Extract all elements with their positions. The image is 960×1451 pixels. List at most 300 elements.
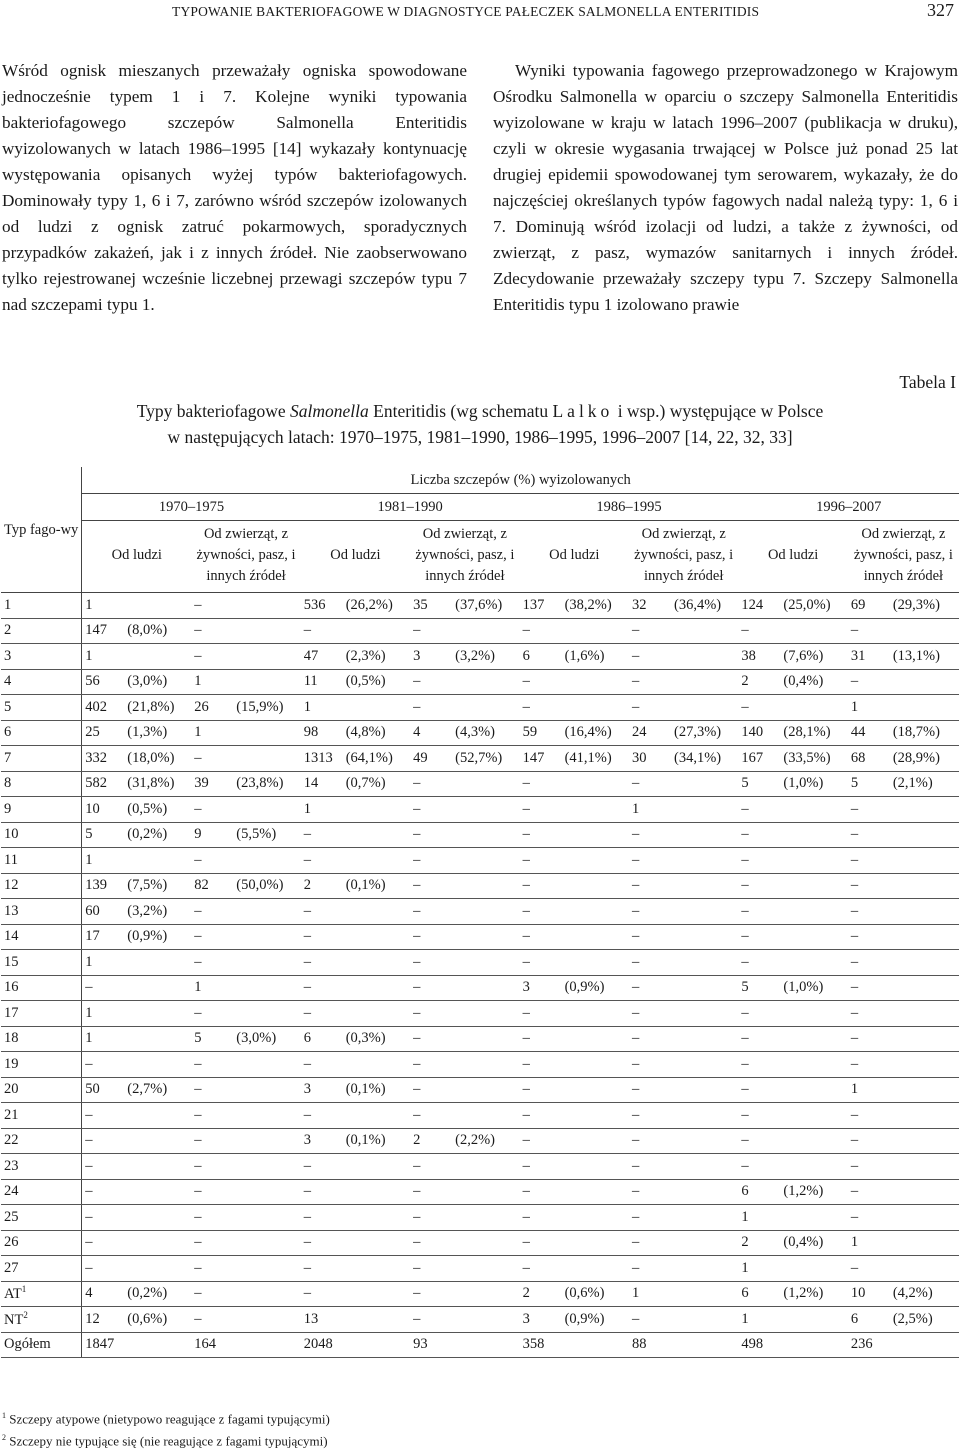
cell-count: – [194,1157,202,1174]
header-row-sources [1,521,959,593]
row-type-label [1,771,82,797]
row-type-footnote-mark: 1 [21,1284,27,1295]
period-header: 1970–1975 [82,494,301,521]
cell-count: – [850,673,859,690]
table-cell [738,797,847,823]
table-cell [848,848,959,874]
cell-count: 5 [741,979,749,996]
table-cell [82,1026,192,1052]
cell-percent: (0,1%) [345,877,386,894]
table-cell [520,720,629,746]
cell-count: – [522,902,530,919]
cell-count: – [303,1004,311,1021]
table-cell [191,1128,300,1154]
cell-count: 582 [85,775,108,792]
caption-italic: Salmonella [290,401,369,421]
table-cell [191,720,300,746]
cell-count: – [850,1106,859,1123]
table-cell [82,924,192,950]
table-cell [301,1332,410,1358]
cell-count: – [194,902,202,919]
table-row [1,975,959,1001]
table-cell [738,1281,847,1307]
table-cell [520,669,629,695]
cell-count: – [631,775,640,792]
table-cell [520,1307,629,1333]
cell-percent: (5,5%) [236,826,277,843]
cell-percent: (37,6%) [455,596,503,613]
cell-count: 10 [85,800,100,817]
table-cell [82,1307,192,1333]
cell-percent: (52,7%) [455,749,503,766]
cell-count: – [741,826,749,843]
cell-count: – [303,902,311,919]
cell-count: – [413,979,421,996]
cell-count: – [85,1055,93,1072]
table-row [1,797,959,823]
table-cell [301,1179,410,1205]
cell-count: 26 [194,698,209,715]
cell-count: – [741,1004,749,1021]
row-type-label [1,975,82,1001]
table-cell [848,771,959,797]
table-cell [301,1052,410,1078]
table-cell [82,975,192,1001]
cell-percent: (0,6%) [127,1310,168,1327]
table-cell [191,593,300,619]
cell-count: 59 [522,724,538,741]
table-cell [410,1052,519,1078]
table-row [1,1001,959,1027]
cell-count: 39 [194,775,209,792]
row-type-label [1,1077,82,1103]
table-cell [301,1154,410,1180]
table-cell [629,975,738,1001]
cell-percent: (21,8%) [127,698,175,715]
cell-count: – [413,1106,421,1123]
cell-count: 236 [850,1336,873,1353]
table-cell [82,873,192,899]
cell-count: – [85,1106,93,1123]
cell-count: 47 [303,647,319,664]
table-cell [629,593,738,619]
table-cell [629,1026,738,1052]
cell-count: 6 [850,1310,859,1327]
table-cell [848,1230,959,1256]
cell-count: 1 [741,1310,749,1327]
table-cell [191,1179,300,1205]
table-cell [301,1103,410,1129]
table-cell [629,822,738,848]
cell-count: 88 [631,1336,647,1353]
table-cell [629,1052,738,1078]
row-type: Ogółem [4,1336,51,1353]
cell-count: 1 [85,1004,93,1021]
cell-percent: (1,6%) [564,647,605,664]
cell-count: – [631,826,640,843]
cell-count: – [741,622,749,639]
cell-count: – [631,1106,640,1123]
row-type: 12 [4,877,19,894]
cell-count: 1 [194,724,202,741]
cell-count: – [85,1132,93,1149]
cell-count: – [631,1055,640,1072]
row-type: 15 [4,953,19,970]
cell-count: – [522,1106,530,1123]
row-type: 6 [4,724,12,741]
table-cell [410,771,519,797]
cell-count: – [631,1081,640,1098]
table-cell [738,1154,847,1180]
cell-count: – [413,673,421,690]
table-cell [520,873,629,899]
cell-count: – [522,1183,530,1200]
cell-count: 11 [303,673,318,690]
cell-percent: (0,6%) [564,1285,605,1302]
right-column-text: Wyniki typowania fagowego przeprowadzonego w Krajowym Ośrodku Salmonella w oparciu o szczepy Salmonella Enteritidis wyizolowane w kraju w latach 1996–2007 (publikacja w druku), czyli w okresie wygasania trwającej w Polsce już ponad 25 lat drugiej epidemii spowodowanej tym serowarem, wykazały, że do najczęściej określanych typów fagowych nadal należą typy: 1, 6 i 7. Dominują wśród izolacji od ludzi, a także z żywności, od zwierząt, z pasz, wymazów sanitarnych i innych źródeł. Zdecydowanie przeważały szczepy typu 7. Szczepy Salmonella Enteritidis typu 1 izolowano prawie [493,61,958,314]
cell-count: – [631,1208,640,1225]
table-cell [629,669,738,695]
cell-percent: (1,0%) [783,979,824,996]
table-cell [738,1103,847,1129]
caption-part: Enteritidis (wg schematu [368,401,553,421]
table-cell [82,1179,192,1205]
table-cell [301,1256,410,1282]
sub-header-people: Od ludzi [82,521,192,593]
sub-header-people: Od ludzi [520,521,629,593]
cell-count: – [522,1004,530,1021]
cell-count: 2 [303,877,311,894]
cell-count: 5 [85,826,93,843]
cell-count: – [631,1234,640,1251]
table-row [1,1103,959,1129]
table-cell [738,873,847,899]
table-cell [410,746,519,772]
table-cell [520,1052,629,1078]
table-cell [520,746,629,772]
table-cell [520,848,629,874]
cell-count: – [522,826,530,843]
cell-count: – [522,953,530,970]
table-cell [738,1205,847,1231]
cell-percent: (1,0%) [783,775,824,792]
row-type: 5 [4,698,12,715]
footnote-1 [2,1406,330,1428]
cell-count: 1 [85,647,93,664]
table-cell [520,1230,629,1256]
caption-part: Typy bakteriofagowe [136,401,291,421]
cell-count: 1 [741,1208,749,1225]
cell-percent: (13,1%) [892,647,940,664]
table-cell [82,746,192,772]
table-cell [191,1154,300,1180]
cell-count: 2 [741,673,749,690]
cell-count: – [303,1157,311,1174]
table-cell [191,950,300,976]
table-row [1,771,959,797]
table-cell [410,1230,519,1256]
table-cell [301,746,410,772]
cell-count: – [522,622,530,639]
row-type-label [1,950,82,976]
cell-count: 1 [194,979,202,996]
row-type-label [1,1103,82,1129]
cell-count: – [413,1234,421,1251]
cell-percent: (0,5%) [127,800,168,817]
row-type: 23 [4,1157,19,1174]
cell-count: – [303,826,311,843]
row-type-label [1,1128,82,1154]
table-cell [410,1103,519,1129]
table-row [1,873,959,899]
cell-count: – [194,953,202,970]
table-cell [738,1256,847,1282]
row-type: 14 [4,928,19,945]
phage-type-table [1,467,959,1358]
cell-percent: (2,5%) [892,1310,933,1327]
table-cell [629,873,738,899]
table-cell [738,1307,847,1333]
table-cell [629,1332,738,1358]
table-cell [82,899,192,925]
table-cell [301,644,410,670]
table-cell [848,1026,959,1052]
table-cell [301,720,410,746]
table-cell [629,1001,738,1027]
table-cell [301,1128,410,1154]
table-cell [629,771,738,797]
cell-count: 1 [850,1234,859,1251]
table-cell [520,797,629,823]
table-cell [410,669,519,695]
table-cell [191,848,300,874]
cell-count: 2048 [303,1336,333,1353]
cell-count: 10 [850,1285,866,1302]
cell-percent: (0,1%) [345,1132,386,1149]
table-cell [410,848,519,874]
period-header: 1986–1995 [520,494,739,521]
row-type-label [1,848,82,874]
table-cell [410,1154,519,1180]
row-type-label [1,695,82,721]
cell-count: 140 [741,724,764,741]
table-row [1,899,959,925]
table-row [1,1179,959,1205]
table-row [1,644,959,670]
row-type: 19 [4,1055,19,1072]
cell-count: – [850,851,859,868]
table-cell [410,593,519,619]
cell-percent: (0,9%) [564,979,605,996]
cell-count: – [194,1310,202,1327]
table-cell [520,1332,629,1358]
table-cell [848,1256,959,1282]
table-cell [848,899,959,925]
cell-count: 498 [741,1336,764,1353]
cell-percent: (3,0%) [236,1030,277,1047]
right-column [493,58,958,318]
row-type-label [1,746,82,772]
table-cell [520,618,629,644]
cell-count: – [631,622,640,639]
cell-percent: (7,5%) [127,877,168,894]
cell-count: 6 [303,1030,311,1047]
table-cell [410,1001,519,1027]
table-cell [738,1332,847,1358]
cell-count: 1 [631,800,640,817]
table-cell [848,1205,959,1231]
cell-count: 1 [194,673,202,690]
cell-percent: (2,7%) [127,1081,168,1098]
running-title: TYPOWANIE BAKTERIOFAGOWE W DIAGNOSTYCE PAŁECZEK SALMONELLA ENTERITIDIS [172,4,760,19]
cell-count: – [741,1106,749,1123]
table-cell [191,618,300,644]
table-cell [191,1052,300,1078]
table-row [1,924,959,950]
cell-count: 137 [522,596,545,613]
table-cell [82,1001,192,1027]
table-cell [629,746,738,772]
cell-percent: (0,9%) [127,928,168,945]
row-type: 27 [4,1259,19,1276]
table-cell [520,1281,629,1307]
cell-count: – [850,826,859,843]
cell-count: 3 [303,1081,311,1098]
cell-count: – [413,1208,421,1225]
cell-percent: (34,1%) [673,749,722,766]
table-cell [410,1128,519,1154]
footnote-text: Szczepy nie typujące się (nie reagujące z fagami typującymi) [9,1433,328,1449]
table-cell [848,924,959,950]
row-type: 26 [4,1234,19,1251]
cell-count: – [303,1055,311,1072]
row-type-label [1,924,82,950]
table-cell [82,669,192,695]
caption-part: i wsp.) występujące w Polsce [613,401,824,421]
cell-percent: (27,3%) [673,724,722,741]
cell-count: – [194,1081,202,1098]
cell-percent: (26,2%) [345,596,393,613]
cell-count: – [850,1132,859,1149]
period-header: 1981–1990 [301,494,520,521]
cell-percent: (18,7%) [892,724,940,741]
table-cell [738,695,847,721]
cell-percent: (3,0%) [127,673,168,690]
table-cell [629,720,738,746]
table-row [1,1026,959,1052]
row-type: 8 [4,775,12,792]
cell-count: – [741,1132,749,1149]
cell-percent: (4,3%) [455,724,496,741]
cell-count: – [303,953,311,970]
row-type-label [1,669,82,695]
table-cell [410,618,519,644]
cell-percent: (4,8%) [345,724,386,741]
table-cell [848,822,959,848]
cell-count: 1 [85,596,93,613]
cell-count: 5 [194,1030,202,1047]
cell-count: 12 [85,1310,100,1327]
cell-count: 44 [850,724,866,741]
table-cell [410,1256,519,1282]
cell-count: – [631,698,640,715]
cell-count: – [522,775,530,792]
cell-count: 536 [303,596,326,613]
table-caption-line-2: w następujących latach: 1970–1975, 1981–1990, 1986–1995, 1996–2007 [14, 22, 32, 33] [167,427,793,447]
table-cell [301,848,410,874]
table-cell [82,771,192,797]
table-row [1,1230,959,1256]
cell-count: – [413,1055,421,1072]
cell-count: – [522,877,530,894]
table-cell [520,1026,629,1052]
cell-count: – [413,1285,421,1302]
cell-count: – [850,1157,859,1174]
table-cell [738,771,847,797]
table-cell [848,1077,959,1103]
cell-count: 1 [85,1030,93,1047]
cell-count: – [194,596,202,613]
cell-count: 1 [850,1081,859,1098]
cell-count: – [85,1183,93,1200]
table-cell [410,1205,519,1231]
table-cell [82,1154,192,1180]
cell-count: – [194,622,202,639]
table-cell [191,1077,300,1103]
table-cell [191,1026,300,1052]
cell-percent: (41,1%) [564,749,612,766]
table-cell [738,1230,847,1256]
table-cell [848,950,959,976]
footnote-text: Szczepy atypowe (nietypowo reagujące z fagami typującymi) [9,1411,330,1427]
table-cell [520,1154,629,1180]
cell-count: 6 [522,647,530,664]
table-caption [0,398,960,450]
cell-count: – [194,1132,202,1149]
cell-count: – [631,953,640,970]
table-cell [410,975,519,1001]
cell-count: – [850,1183,859,1200]
cell-count: 124 [741,596,764,613]
table-cell [629,950,738,976]
table-cell [848,695,959,721]
cell-count: 49 [413,749,428,766]
cell-percent: (1,3%) [127,724,168,741]
cell-count: – [413,775,421,792]
cell-count: – [631,1310,640,1327]
row-type-label [1,1154,82,1180]
table-cell [301,771,410,797]
table-cell [738,924,847,950]
table-cell [848,1103,959,1129]
cell-count: 68 [850,749,866,766]
cell-count: 2 [413,1132,421,1149]
cell-count: 3 [303,1132,311,1149]
cell-count: 60 [85,902,100,919]
cell-count: 30 [631,749,647,766]
row-type-label [1,618,82,644]
cell-count: – [850,1004,859,1021]
footnote-mark: 1 [2,1411,6,1420]
cell-count: – [194,1285,202,1302]
row-type-label [1,1052,82,1078]
table-cell [82,848,192,874]
cell-count: – [413,953,421,970]
cell-count: – [85,1157,93,1174]
table-cell [629,1154,738,1180]
header-row-count [1,467,959,494]
cell-count: – [741,1157,749,1174]
